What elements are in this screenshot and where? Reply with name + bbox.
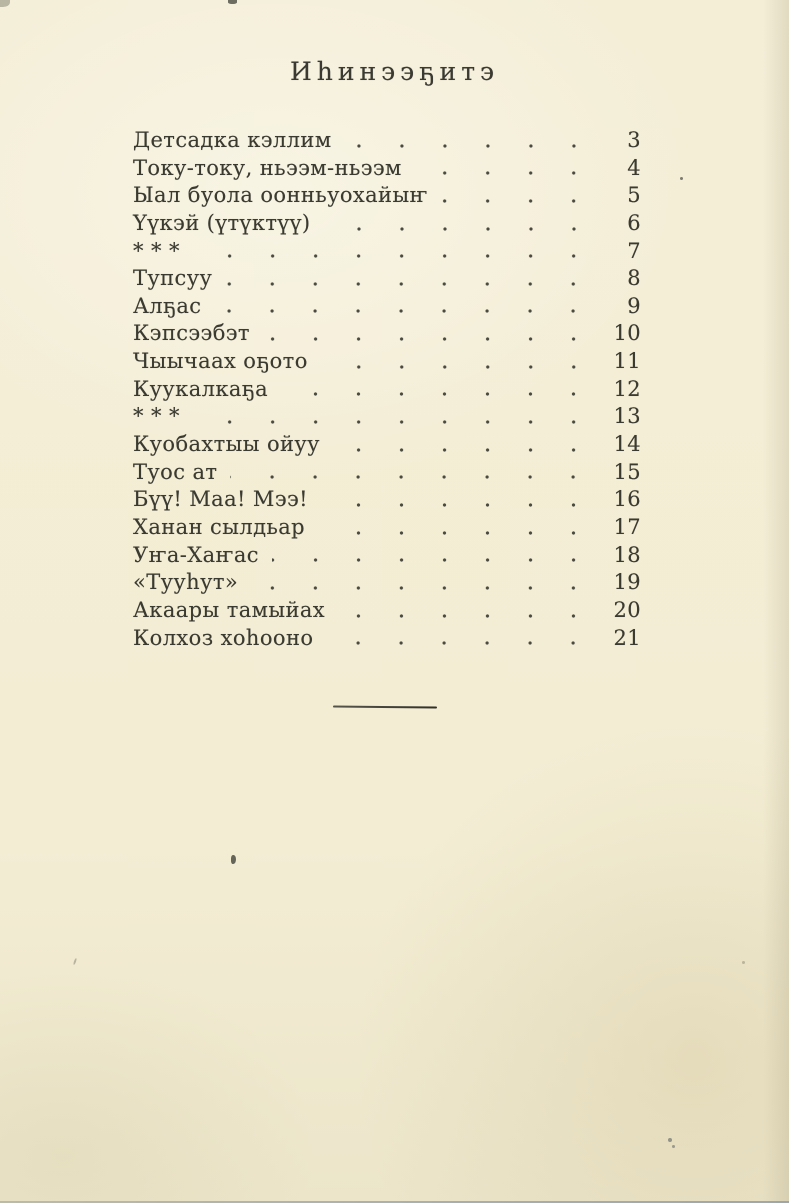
toc-entry-title: Үүкэй (үтүктүү) bbox=[133, 210, 311, 235]
toc-entry-page: 17 bbox=[613, 514, 641, 539]
toc-entry-page: 18 bbox=[613, 542, 641, 567]
toc-entry-title: Акаары тамыйах bbox=[133, 597, 326, 622]
dot-leader bbox=[272, 543, 597, 571]
toc-row bbox=[133, 266, 641, 294]
toc-row bbox=[133, 487, 641, 515]
toc-entry-title: «Тууһут» bbox=[133, 570, 239, 595]
toc-entry-title: * * * bbox=[133, 238, 180, 263]
dot-leader bbox=[318, 515, 597, 543]
toc-entry-page: 11 bbox=[613, 349, 641, 374]
toc-row bbox=[133, 211, 641, 239]
dot-leader bbox=[193, 404, 597, 432]
toc-entry-page: 20 bbox=[613, 597, 641, 622]
toc-row bbox=[133, 432, 641, 460]
dot-leader bbox=[281, 377, 597, 405]
toc-entry-title: Туос ат bbox=[133, 459, 218, 484]
ink-speck bbox=[672, 1145, 675, 1148]
dot-leader bbox=[230, 460, 597, 488]
dot-leader bbox=[263, 321, 597, 349]
section-divider bbox=[333, 706, 437, 709]
ink-speck bbox=[742, 961, 745, 964]
toc-row bbox=[133, 128, 641, 156]
dot-leader bbox=[321, 487, 597, 515]
toc-entry-page: 15 bbox=[613, 459, 641, 484]
toc-entry-page: 7 bbox=[627, 238, 641, 263]
page-title: Иһинээҕитэ bbox=[289, 57, 500, 86]
toc-entry-page: 4 bbox=[627, 155, 641, 180]
toc-entry-page: 14 bbox=[613, 432, 641, 457]
dot-leader bbox=[324, 211, 598, 239]
toc-entry-title: Чыычаах оҕото bbox=[133, 349, 308, 374]
toc-entry-page: 19 bbox=[613, 570, 641, 595]
toc-row bbox=[133, 377, 641, 405]
toc-entry-title: Тупсуу bbox=[133, 266, 213, 291]
toc-entry-title: Колхоз хоһооно bbox=[133, 625, 314, 650]
toc-row bbox=[133, 294, 641, 322]
page-edge-shadow bbox=[763, 0, 789, 1203]
toc-row bbox=[133, 626, 641, 654]
toc-row bbox=[133, 183, 641, 211]
toc-row bbox=[133, 460, 641, 488]
toc-entry-title: Кэпсээбэт bbox=[133, 321, 250, 346]
dot-leader bbox=[326, 626, 597, 654]
toc-row bbox=[133, 349, 641, 377]
dot-leader bbox=[333, 432, 597, 460]
toc-entry-title: Ыал буола оонньуохайыҥ bbox=[133, 183, 428, 208]
scan-edge-mark bbox=[0, 0, 10, 7]
dot-leader bbox=[338, 598, 597, 626]
toc-entry-title: Уҥа-Хаҥас bbox=[133, 542, 259, 567]
toc-entry-title: Детсадка кэллим bbox=[133, 128, 332, 152]
toc-entry-page: 10 bbox=[613, 321, 641, 346]
toc-entry-title: Алҕас bbox=[133, 293, 202, 318]
toc-list bbox=[133, 128, 641, 653]
toc-entry-title: Бүү! Маа! Мээ! bbox=[133, 487, 308, 512]
toc-entry-title: Куукалкаҕа bbox=[133, 376, 269, 401]
toc-row bbox=[133, 321, 641, 349]
toc-entry-page: 6 bbox=[627, 210, 641, 235]
toc-entry-page: 13 bbox=[613, 404, 641, 429]
ink-speck bbox=[680, 177, 683, 180]
toc-row bbox=[133, 515, 641, 543]
toc-entry-page: 9 bbox=[627, 293, 641, 318]
dot-leader bbox=[415, 156, 597, 184]
toc-entry-page: 21 bbox=[613, 625, 641, 650]
toc-entry-title: Ханан сылдьар bbox=[133, 514, 306, 539]
dot-leader bbox=[321, 349, 597, 377]
dot-leader bbox=[214, 294, 597, 322]
toc-entry-page: 5 bbox=[627, 183, 641, 208]
toc-entry-title: Току-току, ньээм-ньээм bbox=[133, 155, 402, 180]
dot-leader bbox=[251, 570, 597, 598]
toc-row bbox=[133, 570, 641, 598]
dot-leader bbox=[225, 266, 597, 294]
dot-leader bbox=[345, 128, 597, 156]
dot-leader bbox=[193, 239, 597, 267]
toc-row bbox=[133, 239, 641, 267]
toc-entry-title: * * * bbox=[133, 404, 180, 429]
ink-speck bbox=[231, 855, 236, 864]
toc-entry-page: 12 bbox=[613, 376, 641, 401]
ink-speck bbox=[73, 958, 77, 965]
toc-entry-page: 8 bbox=[627, 266, 641, 291]
dot-leader bbox=[441, 183, 597, 211]
ink-speck bbox=[228, 0, 237, 4]
toc-entry-page: 3 bbox=[627, 128, 641, 152]
ink-speck bbox=[668, 1138, 672, 1142]
toc-row bbox=[133, 156, 641, 184]
toc-row bbox=[133, 543, 641, 571]
toc-row bbox=[133, 404, 641, 432]
toc-row bbox=[133, 598, 641, 626]
toc-entry-title: Куобахтыы ойуу bbox=[133, 432, 320, 457]
toc-entry-page: 16 bbox=[613, 487, 641, 512]
